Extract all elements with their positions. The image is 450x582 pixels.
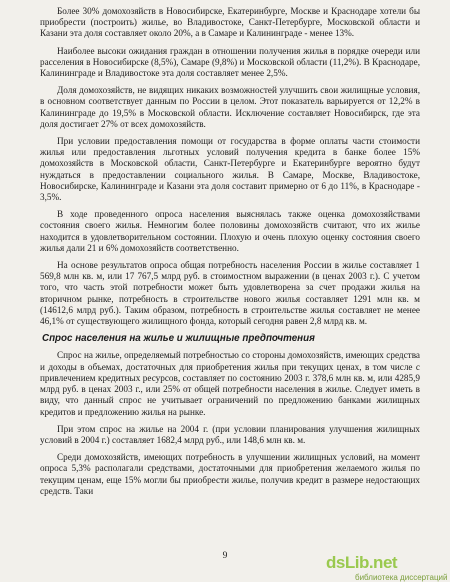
paragraph: Среди домохозяйств, имеющих потребность в улучшении жилищных условий, на момент опроса 5,3% располагали средствами, достаточными для приобретения желаемого жилья по текущим ценам, еще 15% могли бы приобрести жилье, получив кредит в размере недостающих средств. Таки <box>40 452 420 496</box>
paragraph: Более 30% домохозяйств в Новосибирске, Екатеринбурге, Москве и Краснодаре хотели бы приобрести (построить) жилье, во Владивостоке, Санкт-Петербурге, Московской области и Казани эта доля составляет около 20%, а в Самаре и Калининграде - менее 13%. <box>40 6 420 39</box>
paragraph: На основе результатов опроса общая потребность населения России в жилье составляет 1 569,8 млн кв. м, или 17 767,5 млрд руб. в стоимостном выражении (в ценах 2003 г.). С учетом того, что часть этой потребности может быть удовлетворена за счет продажи жилья на вторичном рынке, потребность в строительстве нового жилья составляет 1291 млн кв. м (14612,6 млрд руб.). Таким образом, потребность в строительстве жилья составляет не менее 46,1% от существующего жилищного фонда, который сегодня равен 2,8 млрд кв. м. <box>40 260 420 327</box>
paragraph: В ходе проведенного опроса населения выяснялась также оценка домохозяйствами состояния своего жилья. Немногим более половины домохозяйств считают, что их жилье находится в удовлетворительном состоянии. Плохую и очень плохую оценку состояния своего жилья дали 21 и 6% домохозяйств соответственно. <box>40 209 420 253</box>
paragraph: При этом спрос на жилье на 2004 г. (при условии планирования улучшения жилищных условий в 2004 г.) составляет 1682,4 млрд руб., или 148,6 млн кв. м. <box>40 423 420 445</box>
paragraph: Наиболее высоки ожидания граждан в отношении получения жилья в порядке очереди или расселения в Новосибирске (8,5%), Самаре (9,8%) и Московской области (11,2%). В Краснодаре, Калининграде и Владивостоке эта доля составляет менее 2,5%. <box>40 45 420 79</box>
watermark-tagline: библиотека диссертаций <box>355 573 448 582</box>
document-page <box>40 6 420 503</box>
section-heading: Спрос населения на жилье и жилищные предпочтения <box>42 333 315 345</box>
page-number: 9 <box>222 551 228 561</box>
paragraph: При условии предоставления помощи от государства в форме оплаты части стоимости жилья или предоставления льготных условий получения кредита в банке более 15% домохозяйств в Московской области, Санкт-Петербурге и Екатеринбурге вероятно будут нуждаться в предоставлении социального жилья. В Самаре, Москве, Владивостоке, Новосибирске, Калининграде и Казани эта доля составит примерно от 6 до 11%, в Краснодаре - 3,5%. <box>40 136 420 203</box>
paragraph: Доля домохозяйств, не видящих никаких возможностей улучшить свои жилищные условия, в основном соответствует данным по России в целом. Этот показатель варьируется от 12,2% в Калининграде до 19,5% в Московской области. Исключение составляет Новосибирск, где эта доля достигает 27% от всех домохозяйств. <box>40 85 420 129</box>
logo-text: dsLib.net <box>326 553 398 572</box>
paragraph: Спрос на жилье, определяемый потребностью со стороны домохозяйств, имеющих средства и доходы в объемах, достаточных для приобретения жилья при текущих ценах, в том числе с привлечением кредитных ресурсов, составляет по состоянию 2003 г. 378,6 млн кв. м, или 4285,9 млрд руб. в ценах 2003 г., или 25% от общей потребности населения в жилье. Следует иметь в виду, что данный спрос не учитывает ограничений по предложению банками жилищных кредитов и предложению жилья на рынке. <box>40 350 420 417</box>
watermark-logo[interactable] <box>326 553 397 573</box>
